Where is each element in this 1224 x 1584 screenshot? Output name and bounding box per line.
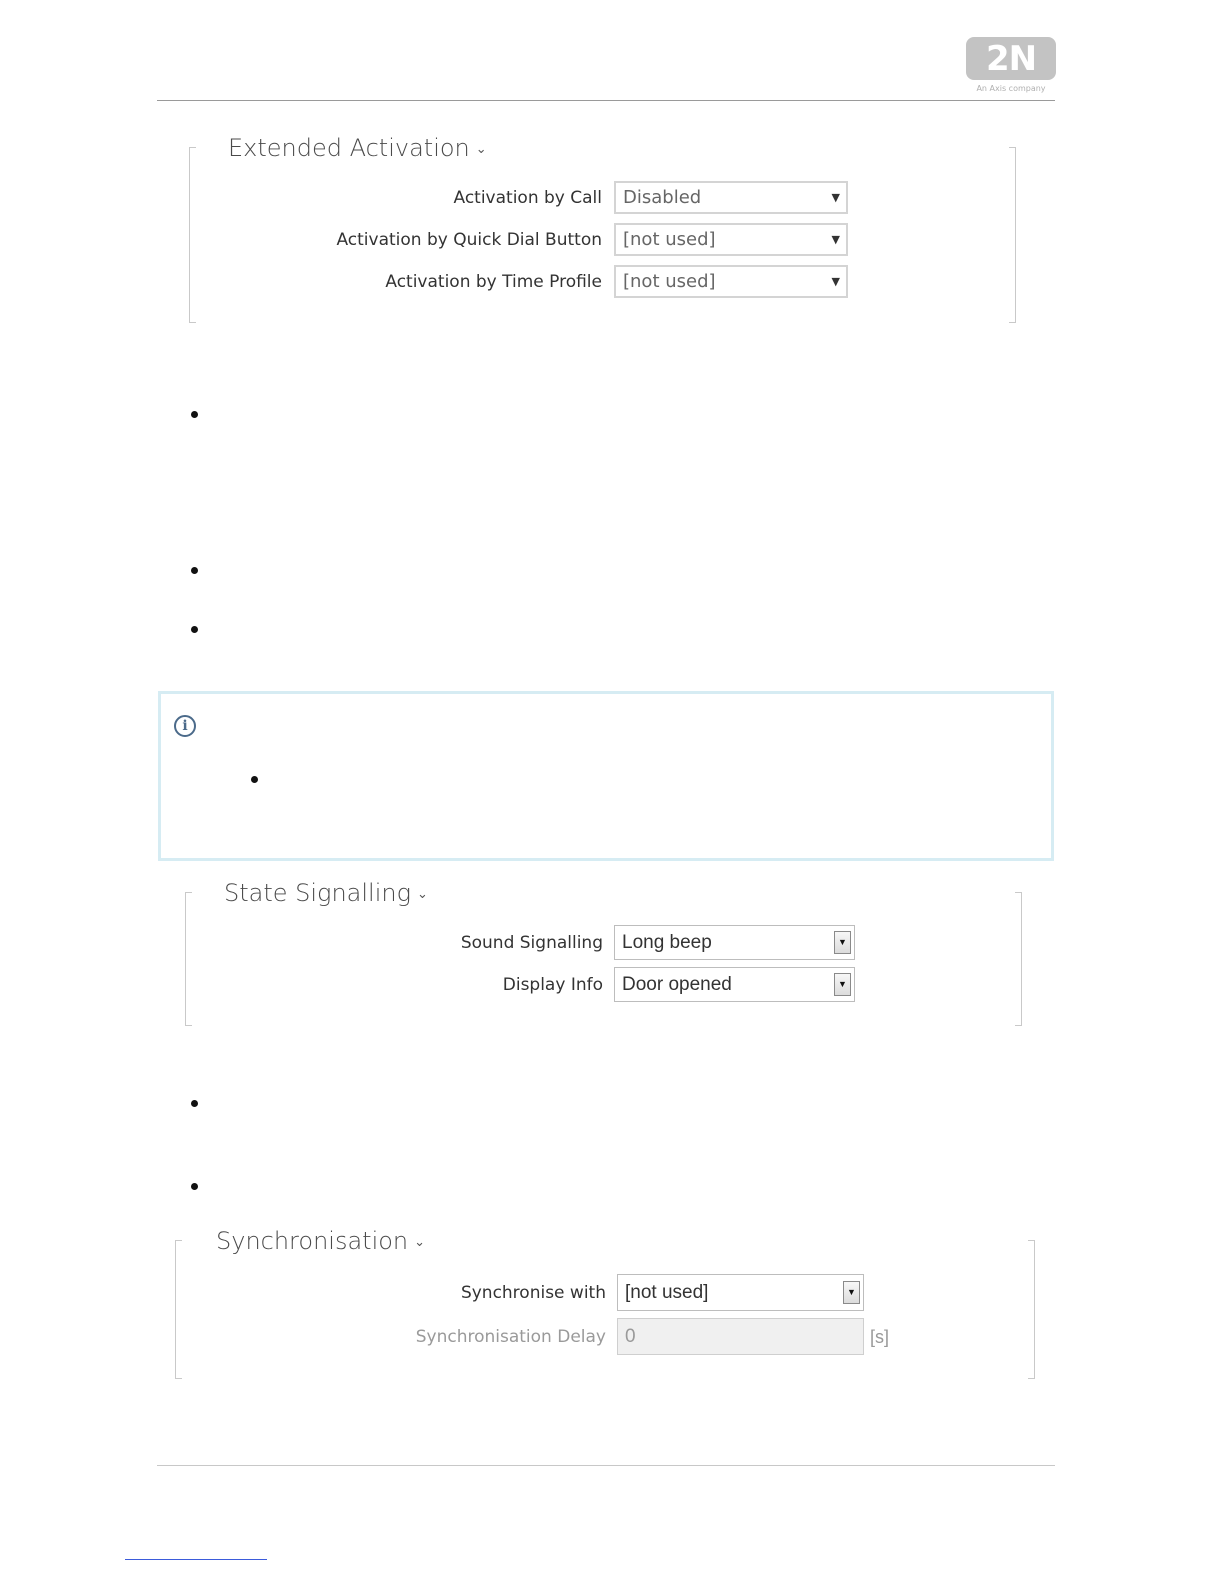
select-value: [not used] xyxy=(625,1282,709,1303)
list-bullet xyxy=(191,1100,198,1107)
dropdown-arrow-icon: ▼ xyxy=(831,275,840,288)
synchronisation-delay-unit: [s] xyxy=(870,1327,890,1347)
chevron-down-icon: ⌄ xyxy=(475,141,487,157)
section-bracket-left xyxy=(189,147,196,323)
dropdown-arrow-icon: ▼ xyxy=(843,1281,860,1304)
section-title-synchronisation[interactable] xyxy=(216,1227,425,1255)
section-bracket-right xyxy=(1009,147,1016,323)
section-title-extended-activation[interactable] xyxy=(228,134,487,162)
display-info-select[interactable] xyxy=(614,967,855,1002)
chevron-down-icon: ⌄ xyxy=(417,886,428,902)
synchronisation-delay-label: Synchronisation Delay xyxy=(415,1327,606,1347)
list-bullet xyxy=(251,776,258,783)
sound-signalling-label: Sound Signalling xyxy=(460,933,603,953)
activation-by-time-profile-label: Activation by Time Profile xyxy=(385,272,602,292)
section-title-text: State Signalling xyxy=(224,879,411,907)
activation-by-call-label: Activation by Call xyxy=(453,188,602,208)
synchronisation-delay-input[interactable]: 0 xyxy=(617,1318,864,1355)
section-bracket-right xyxy=(1028,1240,1035,1379)
synchronise-with-label: Synchronise with xyxy=(460,1283,606,1303)
activation-by-quick-dial-label: Activation by Quick Dial Button xyxy=(336,230,602,250)
info-icon: i xyxy=(174,715,196,737)
dropdown-arrow-icon: ▼ xyxy=(831,233,840,246)
dropdown-arrow-icon: ▼ xyxy=(834,973,851,996)
section-bracket-left xyxy=(185,892,192,1026)
section-bracket-right xyxy=(1015,892,1022,1026)
company-logo xyxy=(966,37,1056,80)
select-value: Long beep xyxy=(622,932,712,953)
select-value: [not used] xyxy=(623,229,716,250)
section-title-text: Synchronisation xyxy=(216,1227,409,1255)
section-title-state-signalling[interactable] xyxy=(224,879,428,907)
select-value: Disabled xyxy=(623,187,702,208)
info-note-box xyxy=(158,691,1054,861)
synchronise-with-select[interactable] xyxy=(617,1274,864,1311)
dropdown-arrow-icon: ▼ xyxy=(834,931,851,954)
list-bullet xyxy=(191,1183,198,1190)
section-bracket-left xyxy=(175,1240,182,1379)
logo-text: 2N xyxy=(985,38,1037,79)
chevron-down-icon: ⌄ xyxy=(414,1234,426,1250)
list-bullet xyxy=(191,411,198,418)
logo-subtitle: An Axis company xyxy=(976,84,1046,93)
footer-divider xyxy=(157,1465,1055,1466)
list-bullet xyxy=(191,626,198,633)
section-title-text: Extended Activation xyxy=(228,134,470,162)
dropdown-arrow-icon: ▼ xyxy=(831,191,840,204)
select-value: [not used] xyxy=(623,271,716,292)
activation-by-call-select[interactable] xyxy=(614,181,848,214)
sound-signalling-select[interactable] xyxy=(614,925,855,960)
footer-link-underline[interactable] xyxy=(125,1559,267,1560)
header-divider xyxy=(157,100,1055,101)
display-info-label: Display Info xyxy=(502,975,603,995)
activation-by-quick-dial-select[interactable] xyxy=(614,223,848,256)
select-value: Door opened xyxy=(622,974,732,995)
list-bullet xyxy=(191,567,198,574)
activation-by-time-profile-select[interactable] xyxy=(614,265,848,298)
